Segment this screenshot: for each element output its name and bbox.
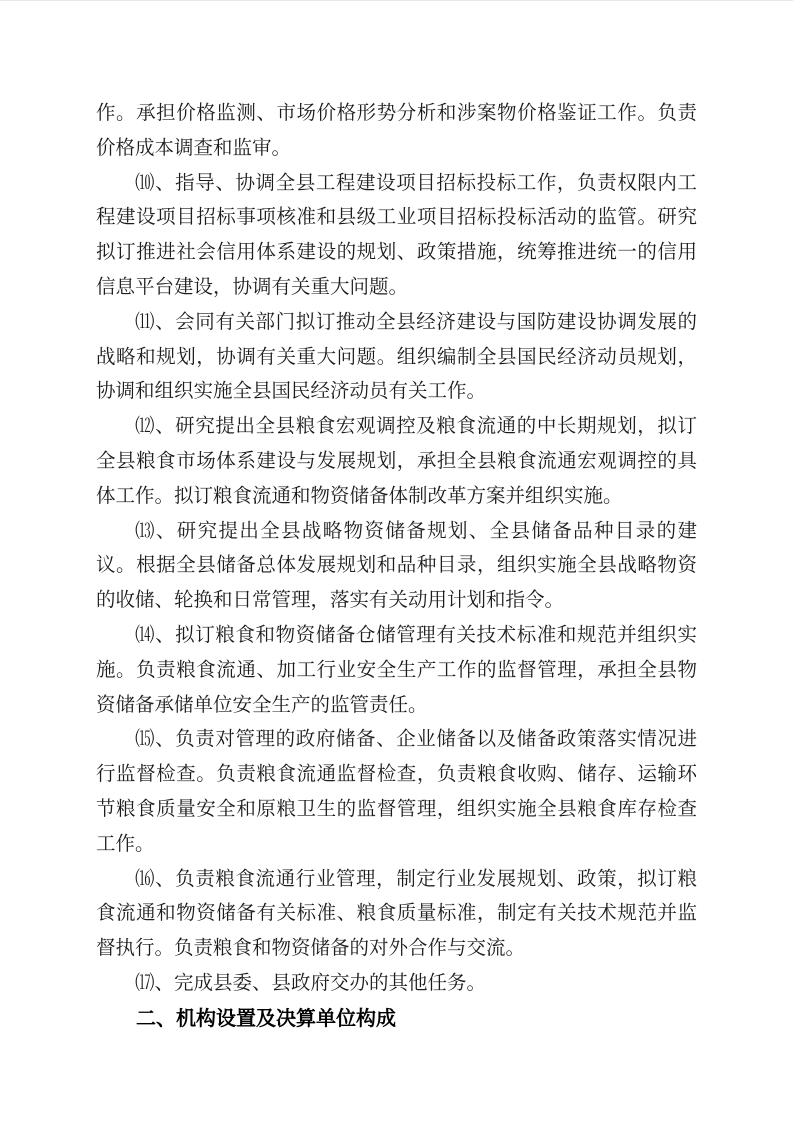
body-paragraph-item-12: ⑿、研究提出全县粮食宏观调控及粮食流通的中长期规划，拟订全县粮食市场体系建设与发展规划，承担全县粮食流通宏观调控的具体工作。拟订粮食流通和物资储备体制改革方案并组织实施。	[96, 416, 697, 507]
section-heading: 二、机构设置及决算单位构成	[136, 1007, 396, 1030]
body-paragraph-continuation: 作。承担价格监测、市场价格形势分析和涉案物价格鉴证工作。负责价格成本调查和监审。	[96, 103, 697, 159]
body-paragraph-item-16: ⒃、负责粮食流通行业管理，制定行业发展规划、政策，拟订粮食流通和物资储备有关标准、粮食质量标准，制定有关技术规范并监督执行。负责粮食和物资储备的对外合作与交流。	[96, 868, 697, 960]
body-paragraph-item-15: ⒂、负责对管理的政府储备、企业储备以及储备政策落实情况进行监督检查。负责粮食流通监督检查，负责粮食收购、储存、运输环节粮食质量安全和原粮卫生的监督管理，组织实施全县粮食库存检查工作。	[96, 729, 697, 855]
body-paragraph-item-10: ⑽、指导、协调全县工程建设项目招标投标工作，负责权限内工程建设项目招标事项核准和县级工业项目招标投标活动的监管。研究拟订推进社会信用体系建设的规划、政策措施，统筹推进统一的信用信息平台建设，协调有关重大问题。	[96, 172, 697, 298]
body-paragraph-item-14: ⒁、拟订粮食和物资储备仓储管理有关技术标准和规范并组织实施。负责粮食流通、加工行业安全生产工作的监督管理，承担全县物资储备承储单位安全生产的监管责任。	[96, 624, 697, 716]
body-paragraph-item-17: ⒄、完成县委、县政府交办的其他任务。	[135, 972, 487, 994]
body-paragraph-item-13: ⒀、研究提出全县战略物资储备规划、全县储备品种目录的建议。根据全县储备总体发展规划和品种目录，组织实施全县战略物资的收储、轮换和日常管理，落实有关动用计划和指令。	[96, 520, 697, 612]
document-body	[96, 97, 697, 1037]
body-paragraph-item-11: ⑾、会同有关部门拟订推动全县经济建设与国防建设协调发展的战略和规划，协调有关重大问题。组织编制全县国民经济动员规划，协调和组织实施全县国民经济动员有关工作。	[96, 311, 697, 403]
